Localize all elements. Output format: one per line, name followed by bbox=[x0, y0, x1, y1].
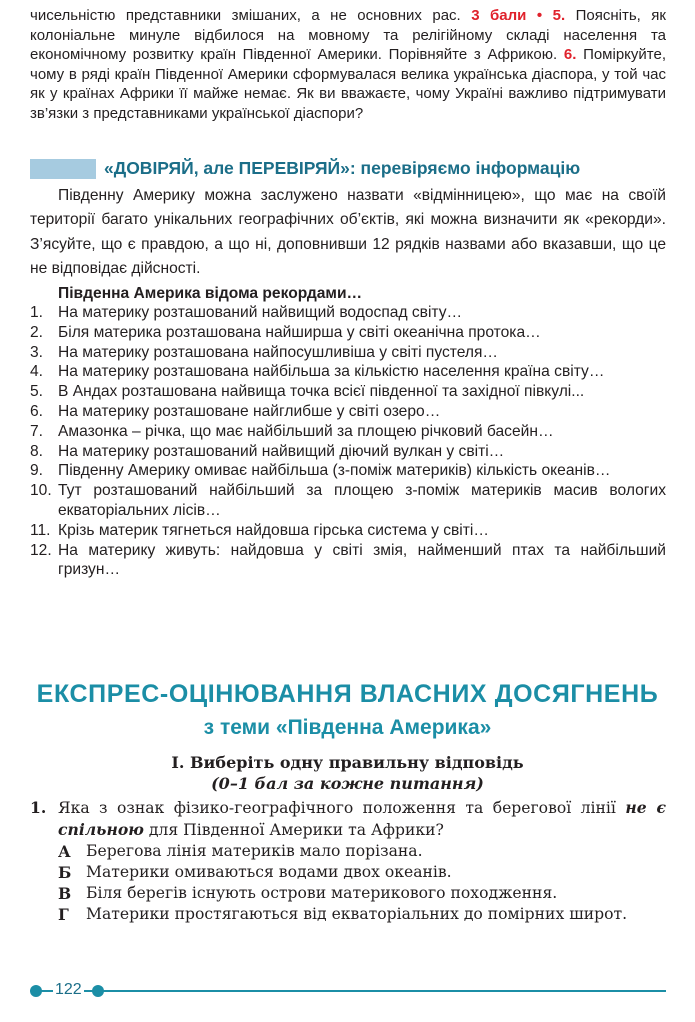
list-item bbox=[30, 442, 666, 462]
answer-option-letter: В bbox=[58, 884, 72, 903]
score-label-a: 3 бали • 5. bbox=[471, 7, 566, 24]
footer-dot-right bbox=[92, 985, 104, 997]
list-item-text: Тут розташований найбільший за площею з-поміж материків масив вологих екваторіальних лісів… bbox=[58, 482, 666, 519]
list-item-text: На материку розташований найвищий водоспад світу… bbox=[58, 304, 463, 321]
top-text-2: Поясніть, як колоніальне минуле відбилося на мовному та релігійному складі населення та економічному розвитку країн Південної Америки. Порівняйте з Африкою. bbox=[30, 7, 666, 64]
answer-options bbox=[30, 841, 666, 925]
answer-option bbox=[58, 883, 666, 904]
list-item-text: Біля материка розташована найширша у світі океанічна протока… bbox=[58, 323, 541, 341]
answer-option-text: Берегова лінія материків мало порізана. bbox=[86, 842, 423, 860]
express-title: ЕКСПРЕС-ОЦІНЮВАННЯ ВЛАСНИХ ДОСЯГНЕНЬ bbox=[36, 680, 659, 708]
list-item-number: 4. bbox=[30, 363, 44, 381]
top-text-1: чисельністю представники змішаних, а не основних рас. bbox=[30, 7, 461, 24]
list-item-text: На материку розташована найбільша за кількістю населення країна світу… bbox=[58, 363, 605, 381]
answer-option bbox=[58, 862, 666, 883]
list-item-text: На материку живуть: найдовша у світі змія, найменший птах та найбільший гризун… bbox=[58, 541, 666, 579]
list-item-text: На материку розташоване найглибше у світі озеро… bbox=[58, 402, 441, 420]
list-item bbox=[30, 362, 666, 382]
answer-option-text: Материки омиваються водами двох океанів. bbox=[86, 863, 452, 881]
question-text-a: Яка з ознак фізико-географічного положення та берегової лінії bbox=[58, 799, 616, 817]
footer-rule bbox=[36, 990, 666, 992]
list-item-text: Амазонка – річка, що має найбільший за площею річковий басейн… bbox=[58, 422, 554, 440]
list-item-number: 5. bbox=[30, 383, 44, 401]
answer-option-letter: А bbox=[58, 842, 71, 861]
records-title: Південна Америка відома рекордами… bbox=[58, 285, 363, 302]
express-subtitle: з теми «Південна Америка» bbox=[203, 716, 492, 739]
list-item-number: 8. bbox=[30, 442, 44, 460]
list-item bbox=[30, 303, 666, 323]
list-item-number: 6. bbox=[30, 402, 44, 420]
list-item bbox=[30, 382, 666, 402]
intro-paragraph: Південну Америку можна заслужено назвати «відмінницею», що має на своїй території багато унікальних географічних об’єктів, які можна визначити як «рекорди». З’ясуйте, що є правдою, а що ні, доповнивши 12 рядків назвами або вказавши, що це не відповідає дійсності. bbox=[30, 187, 666, 277]
list-item bbox=[30, 323, 666, 343]
score-label-b: 6. bbox=[563, 46, 577, 64]
question-text bbox=[58, 797, 666, 841]
list-item bbox=[30, 343, 666, 363]
list-item-number: 12. bbox=[30, 541, 52, 559]
section-intro bbox=[30, 184, 666, 281]
list-item-text: Південну Америку омиває найбільша (з-поміж материків) кількість океанів… bbox=[58, 462, 611, 480]
list-item-number: 11. bbox=[30, 521, 51, 539]
question-emphasis: не є спільною bbox=[58, 798, 666, 839]
answer-option bbox=[58, 904, 666, 925]
top-text-3: Поміркуйте, чому в ряді країн Південної Америки сформувалася велика українська діаспора, у той час як у країнах Африки її майже немає. Як ви вважаєте, чому Україні важливо підтримувати зв’язки з представниками української діаспори? bbox=[30, 46, 666, 122]
list-item bbox=[30, 541, 666, 581]
section-title: «ДОВІРЯЙ, але ПЕРЕВІРЯЙ»: перевіряємо інформацію bbox=[104, 158, 581, 178]
list-item-number: 7. bbox=[30, 422, 44, 440]
list-item-number: 10. bbox=[30, 482, 52, 500]
answer-option-text: Біля берегів існують острови материкового походження. bbox=[86, 884, 558, 902]
section-marker-bar bbox=[30, 159, 96, 179]
list-item bbox=[30, 481, 666, 521]
footer-dot-left bbox=[30, 985, 42, 997]
answer-option-text: Материки простягаються від екваторіальних до помірних широт. bbox=[86, 905, 628, 923]
list-item bbox=[30, 402, 666, 422]
list-item bbox=[30, 422, 666, 442]
list-item-number: 1. bbox=[30, 304, 44, 321]
answer-option bbox=[58, 841, 666, 862]
list-item-number: 2. bbox=[30, 323, 44, 341]
records-list bbox=[30, 303, 666, 580]
list-item-text: В Андах розташована найвища точка всієї південної та західної півкулі... bbox=[58, 383, 585, 401]
part-note: (0–1 бал за кожне питання) bbox=[211, 774, 484, 793]
question-number: 1. bbox=[30, 798, 47, 817]
answer-option-letter: Г bbox=[58, 905, 69, 924]
question-1 bbox=[30, 797, 666, 925]
list-item bbox=[30, 521, 666, 541]
list-item-text: На материку розташований найвищий діючий вулкан у світі… bbox=[58, 442, 505, 460]
list-item-number: 3. bbox=[30, 343, 44, 361]
list-item-number: 9. bbox=[30, 462, 44, 480]
part-heading: I. Виберіть одну правильну відповідь bbox=[171, 753, 524, 772]
question-text-b: для Південної Америки та Африки? bbox=[148, 821, 444, 839]
part-heading-block bbox=[0, 752, 695, 794]
answer-option-letter: Б bbox=[58, 863, 72, 882]
list-item-text: Крізь материк тягнеться найдовша гірська система у світі… bbox=[58, 521, 489, 539]
list-item-text: На материку розташована найпосушливіша у світі пустеля… bbox=[58, 343, 499, 361]
top-paragraph bbox=[30, 6, 666, 124]
page-number: 122 bbox=[55, 981, 82, 998]
list-item bbox=[30, 461, 666, 481]
